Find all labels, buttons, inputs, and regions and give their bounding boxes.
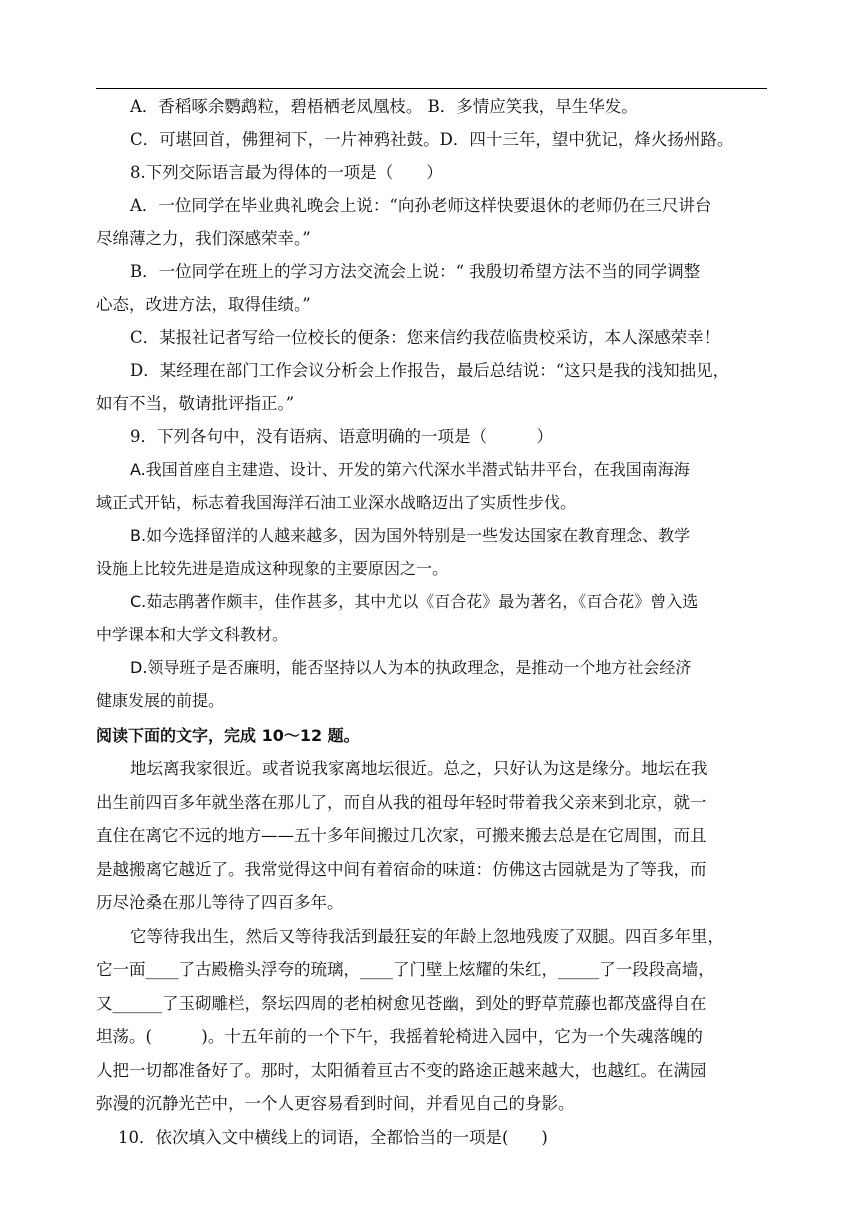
q9-option-a-cont: 域正式开钻，标志着我国海洋石油工业深水战略迈出了实质性步伐。 [96,493,577,512]
q8-option-b-cont: 心态，改进方法，取得佳绩。” [96,295,311,314]
passage-p2-line: 弥漫的沉静光芒中，一个人更容易看到时间，并看见自己的身影。 [96,1094,575,1113]
passage-p1-line: 历尽沧桑在那儿等待了四百多年。 [96,893,344,912]
q7-option-line-2: C．可堪回首，佛狸祠下，一片神鸦社鼓。D．四十三年，望中犹记，烽火扬州路。 [130,130,734,149]
q9-option-d: D.领导班子是否廉明，能否坚持以人为本的执政理念，是推动一个地方社会经济 [130,658,692,677]
header-rule [96,88,767,89]
q7-option-line-1: A．香稻啄余鹦鹉粒，碧梧栖老凤凰枝。 B．多情应笑我，早生华发。 [130,97,638,116]
q8-option-a: A．一位同学在毕业典礼晚会上说：“向孙老师这样快要退休的老师仍在三尺讲台 [130,196,712,215]
q9-stem: 9．下列各句中，没有语病、语意明确的一项是（ ） [130,427,553,446]
passage-p2-line: 人把一切都准备好了。那时，太阳循着亘古不变的路途正越来越大，也越红。在满园 [96,1060,707,1080]
q9-option-b-cont: 设施上比较先进是造成这种现象的主要原因之一。 [96,559,449,578]
passage-p1-line: 地坛离我家很近。或者说我家离地坛很近。总之，只好认为这是缘分。地坛在我 [130,759,708,778]
q9-option-d-cont: 健康发展的前提。 [96,691,225,710]
q8-option-c: C．某报社记者写给一位校长的便条：您来信约我莅临贵校采访，本人深感荣幸！ [130,328,721,347]
passage-p2-line: 坦荡。( )。十五年前的一个下午，我摇着轮椅进入园中，它为一个失魂落魄的 [96,1027,703,1046]
passage-p1-line: 直住在离它不远的地方——五十多年间搬过几次家，可搬来搬去总是在它周围，而且 [96,826,707,845]
passage-p2-line: 又______了玉砌雕栏，祭坛四周的老柏树愈见苍幽，到处的野草荒藤也都茂盛得自在 [96,993,707,1013]
q8-option-d: D．某经理在部门工作会议分析会上作报告，最后总结说：“这只是我的浅知拙见， [130,361,730,380]
document-body [96,90,767,1154]
q8-option-b: B．一位同学在班上的学习方法交流会上说：“ 我殷切希望方法不当的同学调整 [130,262,701,281]
passage-p2-line: 它等待我出生，然后又等待我活到最狂妄的年龄上忽地残废了双腿。四百多年里， [130,926,724,946]
q8-stem: 8.下列交际语言最为得体的一项是（ ） [130,163,443,182]
reading-passage [96,752,767,1121]
q9-option-b: B.如今选择留洋的人越来越多，因为国外特别是一些发达国家在教育理念、教学 [130,526,691,545]
passage-p2-line: 它一面____了古殿檐头浮夸的琉璃，____了门壁上炫耀的朱红，_____了一段段高墙， [96,960,715,979]
passage-p1-line: 是越搬离它越近了。我常觉得这中间有着宿命的味道：仿佛这古园就是为了等我，而 [96,859,707,879]
q9-option-c-cont: 中学课本和大学文科教材。 [96,625,289,644]
q8-option-a-cont: 尽绵薄之力，我们深感荣幸。” [96,229,311,248]
reading-heading: 阅读下面的文字，完成 10～12 题。 [96,726,360,745]
q10-stem: 10．依次填入文中横线上的词语，全都恰当的一项是( ) [118,1127,548,1147]
q9-option-c: C.茹志鹃著作颇丰，佳作甚多，其中尤以《百合花》最为著名，《百合花》曾入选 [130,592,699,611]
q9-option-a: A.我国首座自主建造、设计、开发的第六代深水半潜式钻井平台，在我国南海海 [130,460,690,479]
passage-p1-line: 出生前四百多年就坐落在那儿了，而自从我的祖母年轻时带着我父亲来到北京，就一 [96,792,707,812]
q8-option-d-cont: 如有不当，敬请批评指正。” [96,394,295,413]
